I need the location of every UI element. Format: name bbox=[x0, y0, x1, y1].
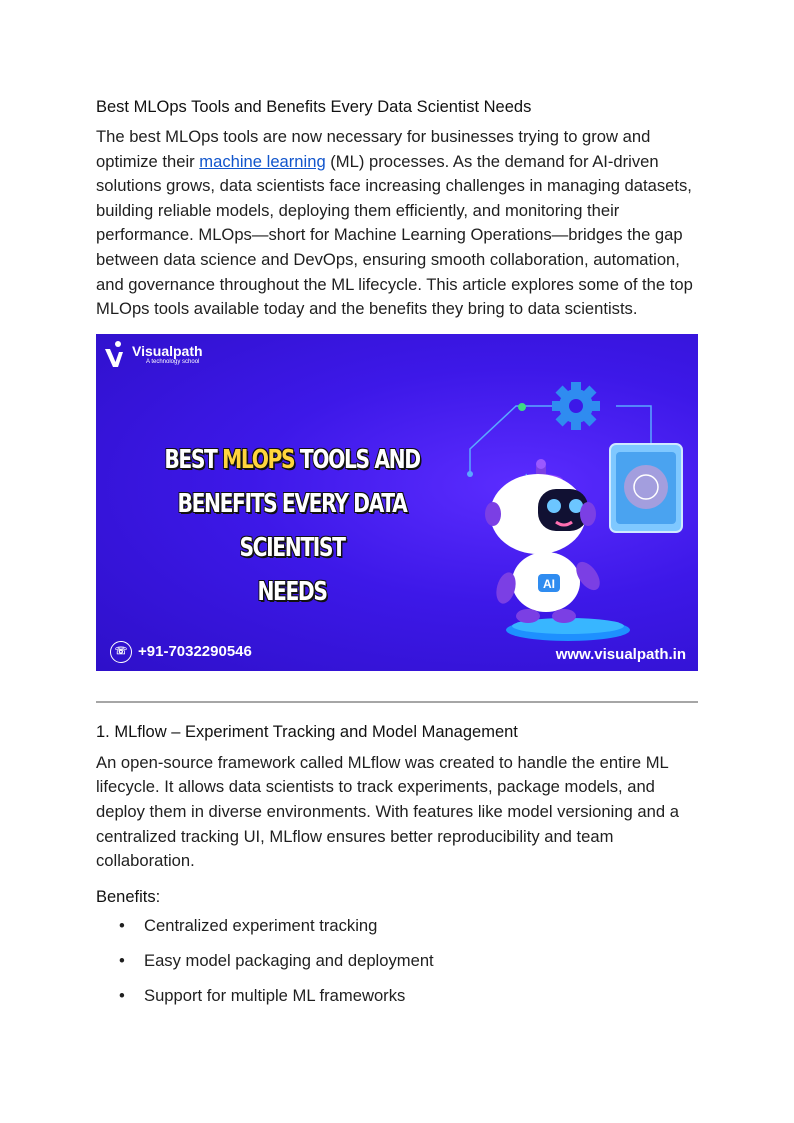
visualpath-logo-icon bbox=[102, 340, 128, 370]
intro-text-start: The best MLOps tools are now necessary for businesses trying to grow and optimize their bbox=[96, 127, 651, 171]
robot-ai-badge: AI bbox=[543, 576, 555, 591]
benefits-heading: Benefits: bbox=[96, 887, 161, 906]
robot-illustration bbox=[466, 354, 698, 654]
headline-line-3: NEEDS bbox=[257, 576, 327, 607]
headline-line-2: BENEFITS EVERY DATA SCIENTIST bbox=[177, 488, 407, 563]
headline-highlight: MLOPS bbox=[222, 444, 295, 475]
intro-paragraph bbox=[96, 125, 698, 322]
logo-name: Visualpath bbox=[132, 342, 203, 359]
logo-tagline: A technology school bbox=[146, 358, 200, 365]
section-heading: 1. MLflow – Experiment Tracking and Model Management bbox=[96, 722, 518, 741]
section-divider bbox=[96, 701, 698, 703]
intro-text-end: (ML) processes. As the demand for AI-driven solutions grows, data scientists face increasing challenges in managing datasets, building reliable models, deploying them efficiently, and monitoring their performance. MLOps—short for Machine Learning Operations—bridges the gap between data science and DevOps, ensuring smooth collaboration, automation, and governance throughout the ML lifecycle. This article explores some of the top MLOps tools available today and the benefits they bring to data scientists. bbox=[96, 151, 693, 319]
circuit-node-dot bbox=[518, 403, 526, 411]
phone-icon: ☏ bbox=[110, 641, 132, 663]
banner-headline bbox=[139, 438, 445, 614]
list-item: • Centralized experiment tracking bbox=[96, 914, 698, 939]
robot bbox=[485, 459, 605, 623]
machine-learning-link[interactable]: machine learning bbox=[199, 151, 326, 171]
article-title: Best MLOps Tools and Benefits Every Data Scientist Needs bbox=[96, 98, 532, 116]
website-url: www.visualpath.in bbox=[555, 645, 686, 663]
gear-icon bbox=[552, 382, 600, 430]
list-item: • Support for multiple ML frameworks bbox=[96, 984, 698, 1009]
bullet-icon: • bbox=[119, 986, 125, 1006]
bullet-icon: • bbox=[119, 915, 125, 935]
benefits-list bbox=[96, 914, 698, 1009]
phone-contact bbox=[110, 641, 252, 663]
list-item: • Easy model packaging and deployment bbox=[96, 949, 698, 974]
headline-line-1: BEST MLOPS TOOLS AND bbox=[164, 444, 420, 475]
article bbox=[96, 96, 698, 1019]
promo-banner-image bbox=[96, 334, 698, 671]
bullet-icon: • bbox=[119, 950, 125, 970]
phone-number: +91-7032290546 bbox=[138, 643, 252, 661]
tablet-screen-icon bbox=[610, 444, 682, 532]
section-paragraph: An open-source framework called MLflow was created to handle the entire ML lifecycle. It allows data scientists to track experiments, package models, and deploy them in diverse environments. With features like model versioning and a centralized tracking UI, MLflow ensures better reproducibility and team collaboration. bbox=[96, 752, 679, 871]
visualpath-logo bbox=[102, 340, 203, 370]
